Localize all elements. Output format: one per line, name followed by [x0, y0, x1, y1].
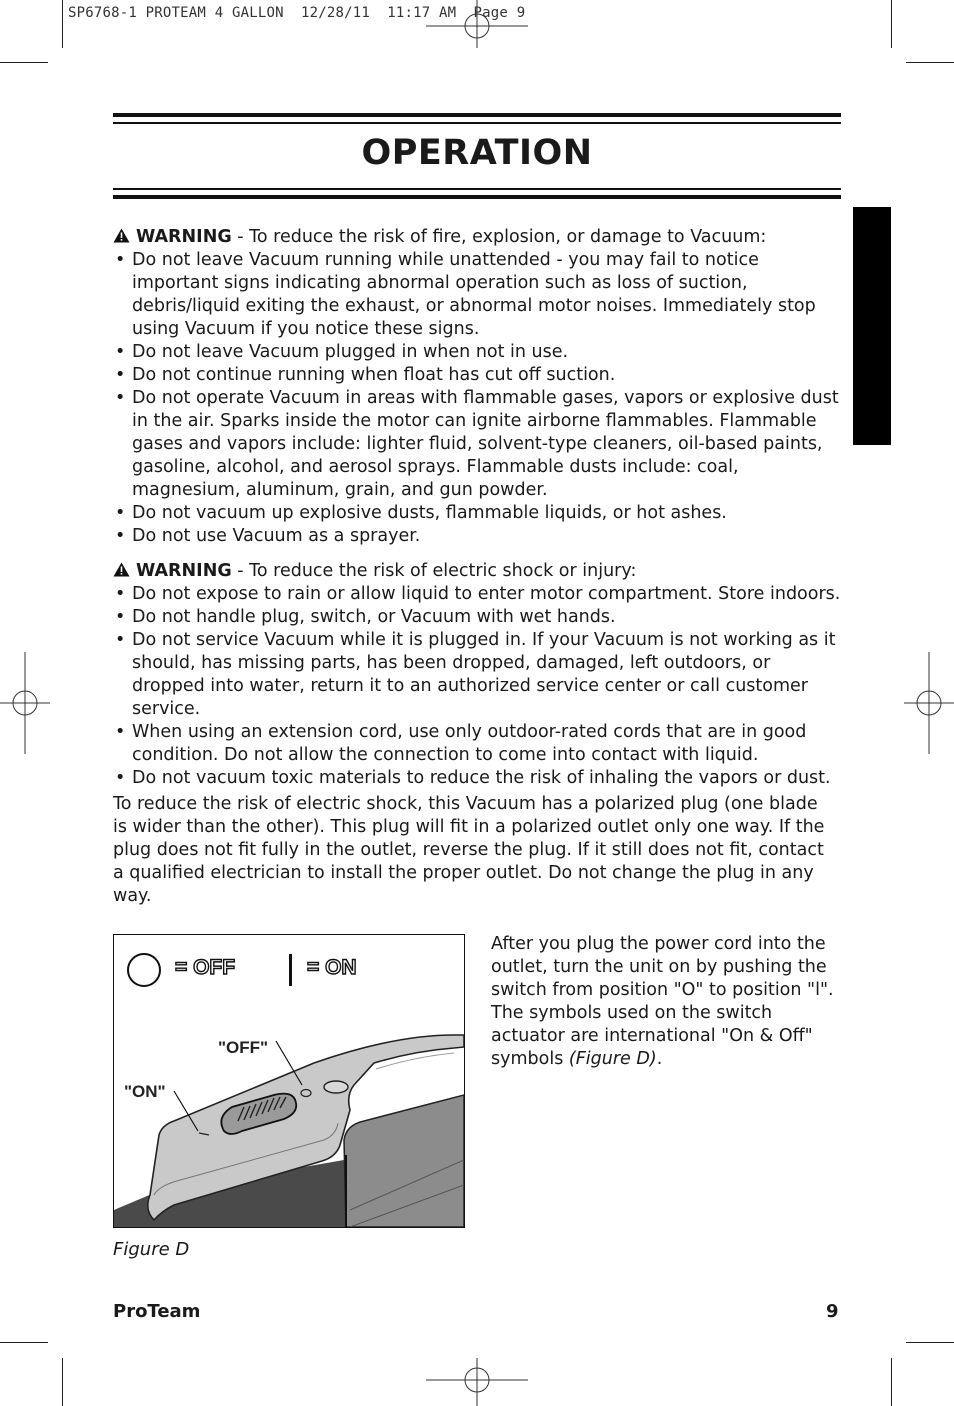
list-item: • When using an extension cord, use only outdoor-rated cords that are in good condition. Do not allow the connection to come into contact with liquid.	[113, 721, 848, 767]
warning-label: WARNING	[136, 227, 232, 247]
off-symbol-icon	[128, 954, 160, 986]
polarized-plug-paragraph: To reduce the risk of electric shock, this Vacuum has a polarized plug (one blade is wider than the other). This plug will fit in a polarized outlet only one way. If the plug does not fit fully in the outlet, reverse the plug. If it still does not fit, contact a qualified electrician to install the proper outlet. Do not change the plug in any way.	[113, 794, 825, 906]
header-rule-top	[113, 113, 841, 117]
crop-mark	[0, 1342, 48, 1343]
list-item: • Do not leave Vacuum plugged in when not in use.	[113, 341, 848, 364]
warning-list-shock	[113, 583, 848, 790]
header-rule-bottom	[113, 195, 841, 199]
switch-instructions-end: .	[656, 1049, 663, 1069]
list-item: • Do not service Vacuum while it is plugged in. If your Vacuum is not working as it should, has missing parts, has been dropped, damaged, left outdoors, or dropped into water, return it to an authorized service center or call customer service.	[113, 629, 848, 721]
crop-mark	[891, 0, 892, 48]
list-item: • Do not operate Vacuum in areas with flammable gases, vapors or explosive dust in the air. Sparks inside the motor can ignite airborne flammables. Flammable gases and vapors include: lighter fluid, solvent-type cleaners, oil-based paints, gasoline, alcohol, and aerosol sprays. Flammable dusts include: coal, magnesium, aluminum, grain, and gun powder.	[113, 387, 848, 502]
figure-d-illustration	[113, 934, 465, 1228]
warning-icon	[113, 228, 130, 243]
figure-reference: (Figure D)	[568, 1049, 657, 1069]
figure-caption: Figure D	[113, 1239, 190, 1260]
crop-mark	[906, 1342, 954, 1343]
off-legend: = OFF	[175, 956, 236, 979]
page-number: 9	[826, 1301, 839, 1322]
list-item: • Do not continue running when float has cut off suction.	[113, 364, 848, 387]
on-callout: "ON"	[124, 1082, 166, 1101]
crop-mark	[891, 1358, 892, 1406]
warning-intro: - To reduce the risk of electric shock or injury:	[231, 561, 637, 581]
footer-brand: ProTeam	[113, 1301, 201, 1322]
registration-mark-right	[904, 652, 954, 754]
list-item: • Do not handle plug, switch, or Vacuum with wet hands.	[113, 606, 848, 629]
crop-mark	[62, 0, 63, 48]
warning-heading-shock	[113, 560, 636, 583]
crop-mark	[906, 62, 954, 63]
warning-icon	[113, 562, 130, 577]
list-item: • Do not leave Vacuum running while unattended - you may fail to notice important signs indicating abnormal operation such as loss of suction, debris/liquid exiting the exhaust, or abnormal motor noises. Immediately stop using Vacuum if you notice these signs.	[113, 249, 848, 341]
switch-instructions-text: After you plug the power cord into the outlet, turn the unit on by pushing the switch from position "O" to position "l". The symbols used on the switch actuator are international "On & Off" symbols	[491, 934, 834, 1069]
warning-intro: - To reduce the risk of fire, explosion, or damage to Vacuum:	[231, 227, 767, 247]
warning-heading-fire	[113, 226, 766, 249]
warning-label: WARNING	[136, 561, 232, 581]
crop-mark	[0, 62, 48, 63]
list-item: • Do not vacuum up explosive dusts, flammable liquids, or hot ashes.	[113, 502, 848, 525]
off-callout: "OFF"	[218, 1038, 269, 1057]
print-slug: SP6768-1 PROTEAM 4 GALLON 12/28/11 11:17 AM Page 9	[68, 5, 526, 21]
power-button	[324, 1081, 348, 1093]
registration-mark-bottom	[426, 1356, 528, 1406]
list-item: • Do not vacuum toxic materials to reduce the risk of inhaling the vapors or dust.	[113, 767, 848, 790]
section-tab	[853, 207, 891, 445]
on-symbol-icon	[289, 954, 292, 986]
page-title: OPERATION	[361, 133, 593, 173]
crop-mark	[62, 1358, 63, 1406]
header-rule-top-thin	[113, 122, 841, 124]
header-rule-bottom-thin	[113, 188, 841, 190]
on-legend: = ON	[307, 956, 357, 979]
switch-instructions	[491, 933, 843, 1071]
list-item: • Do not use Vacuum as a sprayer.	[113, 525, 848, 548]
list-item: • Do not expose to rain or allow liquid to enter motor compartment. Store indoors.	[113, 583, 848, 606]
registration-mark-left	[0, 652, 50, 754]
warning-list-fire	[113, 249, 848, 548]
